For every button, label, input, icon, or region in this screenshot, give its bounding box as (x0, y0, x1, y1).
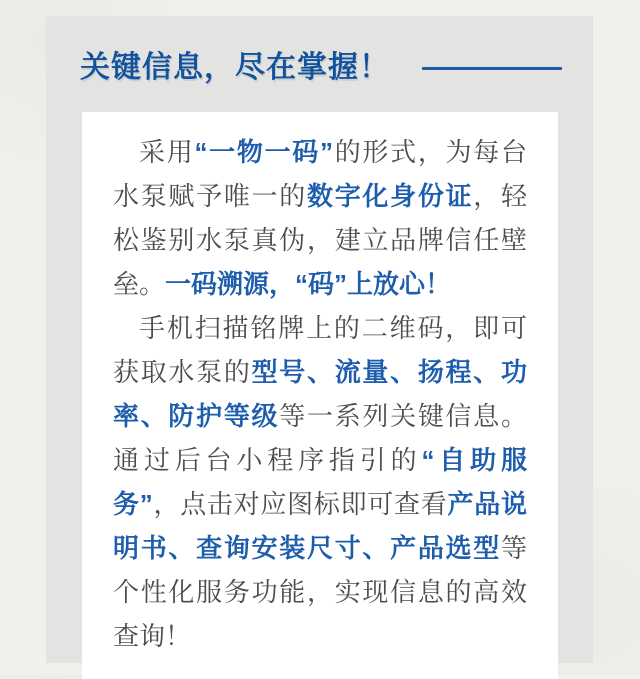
highlighted-text: 产品说明书、查询安装尺寸、产品选型 (113, 489, 527, 563)
body-text: ，点击对应图标即可查看 (152, 489, 448, 519)
body-text: 采用 (139, 137, 195, 167)
title-rule-line (422, 67, 562, 70)
header (80, 46, 562, 90)
highlighted-text: “自助服务” (113, 445, 527, 519)
body-text: ，轻松鉴别水泵真伪，建立品牌信任壁垒。 (113, 181, 527, 299)
body-text: 的形式，为每台水泵赋予唯一的 (113, 137, 527, 211)
paragraph (113, 130, 527, 306)
content-panel (46, 16, 593, 663)
highlighted-text: 数字化身份证 (306, 181, 474, 211)
article-body (113, 130, 527, 658)
body-text: 等一系列关键信息。通过后台小程序指引的 (113, 401, 527, 475)
page-title: 关键信息，尽在掌握！ (80, 51, 390, 84)
body-text: 手机扫描铭牌上的二维码，即可获取水泵的 (113, 313, 527, 387)
highlighted-text: 一码溯源，“码”上放心！ (165, 269, 452, 299)
body-text: 等个性化服务功能，实现信息的高效查询！ (113, 533, 527, 651)
paragraph (113, 306, 527, 658)
highlighted-text: “一物一码” (194, 137, 333, 167)
highlighted-text: 型号、流量、扬程、功率、防护等级 (113, 357, 527, 431)
text-card (82, 112, 558, 679)
